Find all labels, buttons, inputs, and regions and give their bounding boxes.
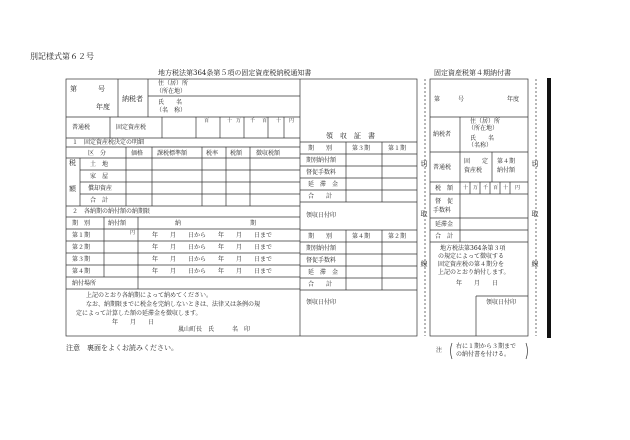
main-title: 地方税法第364条第５項の固定資産税納税通知書	[158, 69, 312, 77]
col-header: 納	[175, 220, 182, 227]
period-dates: 年 月 日から 年 月 日まで	[152, 268, 273, 275]
slip-taxpayer: 納税者	[433, 131, 452, 138]
receipt-row: 督促手数料	[306, 257, 337, 264]
slip-row: 延滞金	[435, 221, 454, 228]
notice-date: 年 月 日	[112, 319, 155, 326]
footnote: 注意 裏面をよくお読みください。	[66, 344, 178, 352]
period-label: 第４期	[72, 268, 91, 275]
bottom-note-line2: の納付書を付ける。	[456, 351, 511, 358]
notice-line1: 上記のとおり各納期によって納めてください。	[86, 292, 213, 299]
receipt-col: 第３期	[352, 145, 371, 152]
col-header: 期	[250, 220, 257, 227]
receipt-col: 第２期	[388, 233, 407, 240]
general-tax-label: 普通税	[72, 124, 91, 131]
slip-period2: 納付額	[497, 167, 516, 174]
slip-item2: 資産税	[464, 167, 483, 174]
address-label: 住（居）所	[158, 80, 189, 87]
section2-title: ２ 各納期の納付額の納期限	[72, 208, 151, 215]
slip-general: 普通税	[433, 164, 452, 171]
receipt-row: 合 計	[308, 193, 333, 200]
slip-row: 手数料	[433, 207, 452, 214]
receipt-col: 期 別	[308, 145, 333, 152]
col-header: 税率	[206, 150, 219, 157]
digit: 十	[463, 185, 469, 191]
receipt-title: 領 収 証 書	[326, 132, 375, 140]
slip-tax-amount: 税 額	[435, 185, 454, 192]
edge-bar	[547, 78, 551, 338]
digit: 十	[227, 118, 233, 124]
receipt-row: 督促手数料	[306, 169, 337, 176]
cut-label-main: 切 取 線	[420, 160, 428, 285]
digit: 万	[236, 118, 242, 124]
notice-line3: 定によって計算した額の延滞金を徴収します。	[76, 310, 202, 317]
slip-date: 年 月 日	[456, 280, 499, 287]
receipt-col: 期 別	[308, 233, 333, 240]
row-label: 家 屋	[90, 173, 109, 180]
slip-corp-name: （名称）	[468, 142, 493, 149]
digit: 十	[276, 118, 282, 124]
notice-line2: なお、納期限までに税金を完納しないときは、法律又は条例の規	[86, 301, 261, 308]
period-label: 第２期	[72, 244, 91, 251]
row-label: 合 計	[90, 197, 109, 204]
receipt-col: 第１期	[388, 145, 407, 152]
slip-note: 地方税法第364条第３項	[440, 245, 506, 252]
yen-mark: 円	[130, 230, 136, 236]
digit: 万	[473, 185, 479, 191]
col-header: 徴収税額	[256, 150, 281, 157]
receipt-stamp: 領収日付印	[306, 299, 337, 306]
name-label: 氏 名	[158, 99, 183, 106]
bottom-note-label: 注	[436, 347, 443, 354]
slip-name: 氏 名	[470, 135, 495, 142]
digit: 円	[515, 185, 521, 191]
digit: 千	[250, 118, 256, 124]
bottom-note-line1: 右に１期から３期まで	[456, 343, 517, 350]
location-label: （所在地）	[156, 88, 187, 95]
number-label: 第 号	[70, 85, 105, 93]
period-dates: 年 月 日から 年 月 日まで	[152, 244, 273, 251]
digit: 千	[483, 185, 489, 191]
slip-title: 固定資産税第４期納付書	[434, 69, 511, 77]
section1-title: １ 固定資産税決定の明細	[72, 139, 145, 146]
receipt-row: 延 滞 金	[308, 269, 339, 276]
period-dates: 年 月 日から 年 月 日まで	[152, 232, 273, 239]
slip-year: 年度	[507, 96, 520, 103]
slip-note: 固定資産税の第４期分を	[438, 261, 505, 268]
digit: 十	[503, 185, 509, 191]
slip-row: 合 計	[435, 233, 454, 240]
period-dates: 年 月 日から 年 月 日まで	[152, 256, 273, 263]
cut-label-slip: 切 取 線	[531, 160, 539, 285]
slip-note: の規定によって徴収する	[438, 253, 505, 260]
receipt-row: 合 計	[308, 281, 333, 288]
digit: 百	[204, 118, 210, 124]
col-header: 課税標準額	[157, 150, 188, 157]
slip-location: （所在地）	[468, 125, 499, 132]
corp-name-label: （名 称）	[156, 107, 187, 114]
period-label: 第１期	[72, 232, 91, 239]
notice-signer: 嵐山町長 氏 名 印	[178, 326, 251, 333]
side-label-top: 税	[69, 159, 76, 167]
year-label: 年度	[96, 103, 110, 111]
receipt-col: 第４期	[352, 233, 371, 240]
digit: 円	[289, 118, 295, 124]
property-tax-label: 固定資産税	[116, 124, 147, 131]
col-header: 区 分	[88, 150, 107, 157]
col-header: 期 別	[72, 220, 91, 227]
row-label: 償却資産	[88, 185, 113, 192]
row-label: 土 地	[90, 161, 109, 168]
slip-stamp: 領収日付印	[486, 299, 517, 306]
slip-number: 第 号	[434, 96, 465, 103]
taxpayer-label: 納税者	[122, 95, 143, 103]
col-header: 価格	[131, 150, 144, 157]
form-number: 別記様式第６２号	[30, 52, 94, 61]
receipt-row: 期別納付額	[306, 245, 337, 252]
slip-note: 上記のとおり納付します。	[438, 269, 510, 276]
digit: 百	[262, 118, 268, 124]
col-header: 納付額	[108, 220, 127, 227]
payment-place-label: 納付場所	[72, 280, 97, 287]
slip-row: 督 促	[435, 198, 454, 205]
digit: 百	[493, 185, 499, 191]
period-label: 第３期	[72, 256, 91, 263]
slip-period1: 第４期	[497, 158, 516, 165]
receipt-row: 延 滞 金	[308, 181, 339, 188]
slip-address: 住（居）所	[470, 118, 501, 125]
receipt-stamp: 領収日付印	[306, 212, 337, 219]
receipt-row: 期別納付額	[306, 157, 337, 164]
side-label-bottom: 額	[69, 185, 76, 193]
col-header: 税額	[230, 150, 243, 157]
slip-item1: 固 定	[464, 158, 489, 165]
